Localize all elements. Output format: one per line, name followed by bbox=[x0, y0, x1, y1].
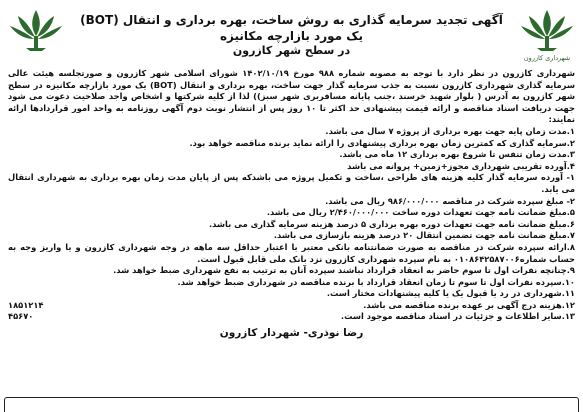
notice-code: ۴۵۶۷۰ bbox=[8, 311, 34, 322]
notice-item: ۸.ارائه سپرده شرکت در مناقصه به صورت ضمانتنامه بانکی معتبر با اعتبار حداقل سه ماهه در وجه شهرداری کازرون و یا واریز وجه به حساب شماره۰۱۰۸۶۴۲۵۸۷۰۰۶ به نام سپرده شهرداری کازرون نزد بانک ملی قابل قبول است. bbox=[8, 241, 575, 264]
municipality-logo-left bbox=[8, 6, 64, 60]
notice-header bbox=[8, 6, 575, 66]
notice-item: ۲.سرمایه گذاری که کمترین زمان بهره برداری پیشنهادی را ارائه نماید برنده مناقصه خواهد بود. bbox=[189, 137, 575, 148]
notice-item: ۱۰.سپرده نفرات اول تا سوم تا زمان انعقاد قرارداد با برنده مناقصه در شهرداری ضبط خواهد شد. bbox=[177, 276, 575, 287]
notice-item: ۳.مدت زمان تنفس تا شروع بهره برداری ۱۲ ماه می باشد. bbox=[339, 149, 575, 160]
notice-item: ۱۳.سایر اطلاعات و جزئیات در اسناد مناقصه موجود است. bbox=[340, 311, 575, 322]
notice-item: ۴.آورده تقریبی شهرداری مجوز+زمین+ پروانه می باشد bbox=[347, 160, 575, 171]
notice-item: ۷.مبلغ ضمانت نامه جهت تضمین انتقال ۲۰ درصد هزینه بازسازی می باشد. bbox=[273, 230, 575, 241]
notice-intro: شهرداری کازرون در نظر دارد با توجه به مصوبه شماره ۹۸۸ مورخ ۱۴۰۲/۱۰/۱۹ شورای اسلامی شهر کازرون و صورتجلسه هیئت عالی سرمایه گذاری شهرداری کازرون نسبت به جذب سرمایه گذار جهت ساخت، بهره برداری و انتقال (BOT) یک مورد بازارچه مکانیزه در سطح شهر کازرون به آدرس ( بلوار شهید خرسند ،جنب پایانه مسافربری شهر سبز)) لذا از کلیه شرکتها و اشخاص واجد صلاحیت دعوت می شود جهت دریافت اسناد مناقصه و ارائه قیمت پیشنهادی حد اکثر تا ۱۰ روز پس از انتشار نوبت دوم آگهی روزنامه به واحد امور قراردادها ارائه نمایند: bbox=[8, 68, 575, 125]
notice-item: ۱- آورده سرمایه گذار کلیه هزینه های طراحی ،ساخت و تکمیل پروژه می باشدکه پس از پایان مدت زمان بهره برداری به شهرداری انتقال می یابد. bbox=[8, 172, 575, 194]
notice-item: ۲- مبلغ سپرده شرکت در مناقصه ۹۸۶/۰۰۰/۰۰۰ ریال می باشد. bbox=[325, 195, 575, 206]
notice-body bbox=[8, 68, 575, 323]
notice-signature: رضا نوذری- شهردار کازرون bbox=[219, 327, 364, 340]
notice-item: ۱۲.هزینه درج آگهی بر عهده برنده مناقصه می باشد. bbox=[363, 299, 575, 310]
next-notice-frame bbox=[4, 397, 579, 412]
municipality-logo-right bbox=[519, 6, 575, 60]
notice-item: ۱۱.شهرداری در رد یا قبول یک یا کلیه پیشنهادات مختار است. bbox=[326, 288, 575, 299]
notice-title: آگهی تجدید سرمایه گذاری به روش ساخت، بهره برداری و انتقال (BOT) یک مورد بازارچه مکانیزه bbox=[80, 13, 503, 43]
notice-item-row bbox=[8, 300, 575, 312]
notice-item: ۵.مبلغ ضمانت نامه جهت تعهدات دوره ساخت ۲/۴۶۰/۰۰۰/۰۰۰ ریال می باشد. bbox=[266, 207, 575, 218]
notice-item: ۹.چنانچه نفرات اول تا سوم حاضر به انعقاد قرارداد نباشند سپرده آنان به ترتیب به نفع شهرداری ضبط خواهد شد. bbox=[113, 265, 575, 276]
notice-item: ۱.مدت زمان پایه جهت بهره برداری از پروژه ۷ سال می باشد. bbox=[325, 125, 575, 136]
notice-item-row bbox=[8, 311, 575, 323]
notice-subtitle: در سطح شهر کازرون bbox=[232, 44, 351, 57]
notice-item: ۶.مبلغ ضمانت نامه جهت تعهدات دوره بهره برداری ۵ درصد هزینه سرمایه گذاری می باشد. bbox=[208, 218, 575, 229]
notice-code: ۱۸۵۱۲۱۴ bbox=[8, 299, 44, 310]
logo-caption: شهرداری کازرون bbox=[523, 54, 571, 62]
